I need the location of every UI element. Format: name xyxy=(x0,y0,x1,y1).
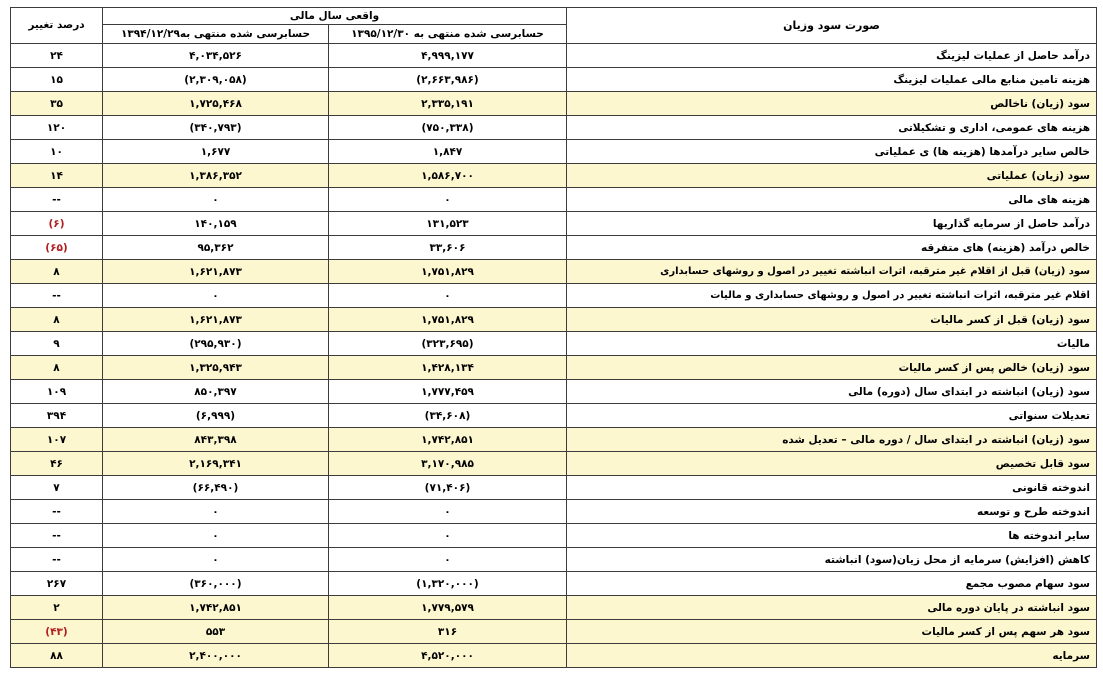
pct-change-value: ۸ xyxy=(11,260,103,284)
value-1394: ۸۴۳,۳۹۸ xyxy=(103,428,329,452)
row-label: خالص سایر درآمدها (هزینه ها) ی عملیاتی xyxy=(567,140,1097,164)
row-label: سود (زیان) قبل از اقلام غیر مترقبه، اثرات انباشته تغییر در اصول و روشهای حسابداری xyxy=(567,260,1097,284)
value-1394: (۲۹۵,۹۳۰) xyxy=(103,332,329,356)
value-1395: ۰ xyxy=(329,500,567,524)
pct-change-value: (۴۳) xyxy=(11,620,103,644)
row-label: مالیات xyxy=(567,332,1097,356)
table-row xyxy=(11,116,1097,140)
table-row xyxy=(11,260,1097,284)
value-1395: ۰ xyxy=(329,548,567,572)
pct-change-value: ۸ xyxy=(11,356,103,380)
value-1395: ۰ xyxy=(329,188,567,212)
value-1395: ۱,۷۵۱,۸۲۹ xyxy=(329,308,567,332)
value-1394: ۰ xyxy=(103,284,329,308)
value-1394: (۳۶۰,۰۰۰) xyxy=(103,572,329,596)
table-row xyxy=(11,284,1097,308)
value-1394: (۳۴۰,۷۹۳) xyxy=(103,116,329,140)
pct-change-value: -- xyxy=(11,548,103,572)
pct-change-value: ۱۰۹ xyxy=(11,380,103,404)
value-1395: ۱,۴۲۸,۱۳۴ xyxy=(329,356,567,380)
table-row xyxy=(11,44,1097,68)
value-1395: ۱,۷۴۲,۸۵۱ xyxy=(329,428,567,452)
value-1395: (۷۵۰,۳۳۸) xyxy=(329,116,567,140)
pct-change-value: ۸ xyxy=(11,308,103,332)
pct-change-value: ۱۰ xyxy=(11,140,103,164)
value-1394: (۶,۹۹۹) xyxy=(103,404,329,428)
table-row xyxy=(11,236,1097,260)
pct-change-value: ۸۸ xyxy=(11,644,103,668)
value-1394: ۲,۱۶۹,۳۴۱ xyxy=(103,452,329,476)
table-row xyxy=(11,572,1097,596)
value-1395: (۱,۳۲۰,۰۰۰) xyxy=(329,572,567,596)
value-1395: ۳۱۶ xyxy=(329,620,567,644)
pct-change-value: -- xyxy=(11,284,103,308)
table-row xyxy=(11,140,1097,164)
value-1394: ۱,۳۸۶,۳۵۲ xyxy=(103,164,329,188)
row-label: اندوخته قانونی xyxy=(567,476,1097,500)
pct-change-value: ۳۵ xyxy=(11,92,103,116)
value-1394: ۱,۷۴۲,۸۵۱ xyxy=(103,596,329,620)
table-row xyxy=(11,644,1097,668)
table-row xyxy=(11,212,1097,236)
row-label: سود سهام مصوب مجمع xyxy=(567,572,1097,596)
pct-change-value: ۴۶ xyxy=(11,452,103,476)
col-1394-header: حسابرسی شده منتهی به۱۳۹۴/۱۲/۲۹ xyxy=(103,25,329,44)
value-1395: ۴,۹۹۹,۱۷۷ xyxy=(329,44,567,68)
value-1395: (۷۱,۴۰۶) xyxy=(329,476,567,500)
row-label: درآمد حاصل از سرمایه گذاریها xyxy=(567,212,1097,236)
row-label: کاهش (افزایش) سرمایه از محل زیان(سود) انباشته xyxy=(567,548,1097,572)
value-1395: ۱,۷۵۱,۸۲۹ xyxy=(329,260,567,284)
row-label: هزینه تامین منابع مالی عملیات لیزینگ xyxy=(567,68,1097,92)
value-1394: ۰ xyxy=(103,524,329,548)
value-1395: ۱,۸۴۷ xyxy=(329,140,567,164)
row-label: سود (زیان) انباشته در ابتدای سال / دوره مالی – تعدیل شده xyxy=(567,428,1097,452)
row-label: سایر اندوخته ها xyxy=(567,524,1097,548)
row-label: سود (زیان) عملیاتی xyxy=(567,164,1097,188)
value-1395: ۱,۷۷۹,۵۷۹ xyxy=(329,596,567,620)
value-1395: ۰ xyxy=(329,524,567,548)
value-1394: ۰ xyxy=(103,500,329,524)
value-1395: ۴,۵۲۰,۰۰۰ xyxy=(329,644,567,668)
pct-change-value: ۲۶۷ xyxy=(11,572,103,596)
value-1394: ۸۵۰,۳۹۷ xyxy=(103,380,329,404)
row-label: سود هر سهم پس از کسر مالیات xyxy=(567,620,1097,644)
value-1394: (۶۶,۴۹۰) xyxy=(103,476,329,500)
pct-change-value: ۱۵ xyxy=(11,68,103,92)
pct-change-header: درصد تغییر xyxy=(11,8,103,44)
table-row xyxy=(11,380,1097,404)
income-statement-table xyxy=(10,7,1097,668)
pct-change-value: -- xyxy=(11,524,103,548)
pct-change-value: ۱۴ xyxy=(11,164,103,188)
value-1395: ۱,۷۷۷,۴۵۹ xyxy=(329,380,567,404)
row-label: سود (زیان) انباشته در ابتدای سال (دوره) مالی xyxy=(567,380,1097,404)
pct-change-value: -- xyxy=(11,188,103,212)
actual-fiscal-year-header: واقعی سال مالی xyxy=(103,8,567,25)
table-row xyxy=(11,524,1097,548)
table-row xyxy=(11,308,1097,332)
value-1395: ۱۳۱,۵۲۳ xyxy=(329,212,567,236)
row-label: خالص درآمد (هزینه) های متفرقه xyxy=(567,236,1097,260)
income-statement xyxy=(10,7,1096,668)
table-row xyxy=(11,500,1097,524)
pct-change-value: -- xyxy=(11,500,103,524)
pct-change-value: ۳۹۴ xyxy=(11,404,103,428)
table-row xyxy=(11,620,1097,644)
pct-change-value: ۲ xyxy=(11,596,103,620)
row-label: سود (زیان) قبل از کسر مالیات xyxy=(567,308,1097,332)
value-1394: ۱,۶۲۱,۸۷۳ xyxy=(103,260,329,284)
value-1394: ۰ xyxy=(103,188,329,212)
row-label: سود انباشته در پایان دوره مالی xyxy=(567,596,1097,620)
row-label: هزینه های مالی xyxy=(567,188,1097,212)
value-1394: (۲,۳۰۹,۰۵۸) xyxy=(103,68,329,92)
table-row xyxy=(11,164,1097,188)
value-1394: ۱,۷۲۵,۴۶۸ xyxy=(103,92,329,116)
value-1394: ۱,۶۲۱,۸۷۳ xyxy=(103,308,329,332)
value-1394: ۴,۰۳۴,۵۲۶ xyxy=(103,44,329,68)
pct-change-value: (۶۵) xyxy=(11,236,103,260)
value-1395: ۱,۵۸۶,۷۰۰ xyxy=(329,164,567,188)
row-label: سود (زیان) ناخالص xyxy=(567,92,1097,116)
row-label: اقلام غیر مترقبه، اثرات انباشته تغییر در اصول و روشهای حسابداری و مالیات xyxy=(567,284,1097,308)
value-1395: (۲,۶۶۳,۹۸۶) xyxy=(329,68,567,92)
table-row xyxy=(11,596,1097,620)
pct-change-value: ۲۴ xyxy=(11,44,103,68)
row-label: تعدیلات سنواتی xyxy=(567,404,1097,428)
value-1394: ۱,۳۲۵,۹۴۳ xyxy=(103,356,329,380)
value-1394: ۱۴۰,۱۵۹ xyxy=(103,212,329,236)
table-row xyxy=(11,332,1097,356)
statement-title: صورت سود وزیان xyxy=(567,8,1097,44)
table-row xyxy=(11,428,1097,452)
row-label: اندوخته طرح و توسعه xyxy=(567,500,1097,524)
value-1394: ۲,۴۰۰,۰۰۰ xyxy=(103,644,329,668)
row-label: هزینه های عمومی، اداری و تشکیلاتی xyxy=(567,116,1097,140)
row-label: درآمد حاصل از عملیات لیزینگ xyxy=(567,44,1097,68)
table-row xyxy=(11,548,1097,572)
table-row xyxy=(11,356,1097,380)
pct-change-value: (۶) xyxy=(11,212,103,236)
pct-change-value: ۱۲۰ xyxy=(11,116,103,140)
row-label: سود قابل تخصیص xyxy=(567,452,1097,476)
value-1395: ۲,۳۳۵,۱۹۱ xyxy=(329,92,567,116)
statement-rows xyxy=(11,44,1097,668)
table-row xyxy=(11,404,1097,428)
table-row xyxy=(11,452,1097,476)
pct-change-value: ۹ xyxy=(11,332,103,356)
table-row xyxy=(11,68,1097,92)
value-1394: ۹۵,۳۶۲ xyxy=(103,236,329,260)
value-1395: (۳۴,۶۰۸) xyxy=(329,404,567,428)
row-label: سرمایه xyxy=(567,644,1097,668)
value-1395: ۰ xyxy=(329,284,567,308)
pct-change-value: ۱۰۷ xyxy=(11,428,103,452)
pct-change-value: ۷ xyxy=(11,476,103,500)
value-1394: ۱,۶۷۷ xyxy=(103,140,329,164)
row-label: سود (زیان) خالص پس از کسر مالیات xyxy=(567,356,1097,380)
value-1394: ۰ xyxy=(103,548,329,572)
table-row xyxy=(11,92,1097,116)
table-row xyxy=(11,188,1097,212)
value-1394: ۵۵۳ xyxy=(103,620,329,644)
col-1395-header: حسابرسی شده منتهی به ۱۳۹۵/۱۲/۳۰ xyxy=(329,25,567,44)
table-row xyxy=(11,476,1097,500)
value-1395: (۳۲۳,۶۹۵) xyxy=(329,332,567,356)
value-1395: ۳,۱۷۰,۹۸۵ xyxy=(329,452,567,476)
value-1395: ۳۳,۶۰۶ xyxy=(329,236,567,260)
